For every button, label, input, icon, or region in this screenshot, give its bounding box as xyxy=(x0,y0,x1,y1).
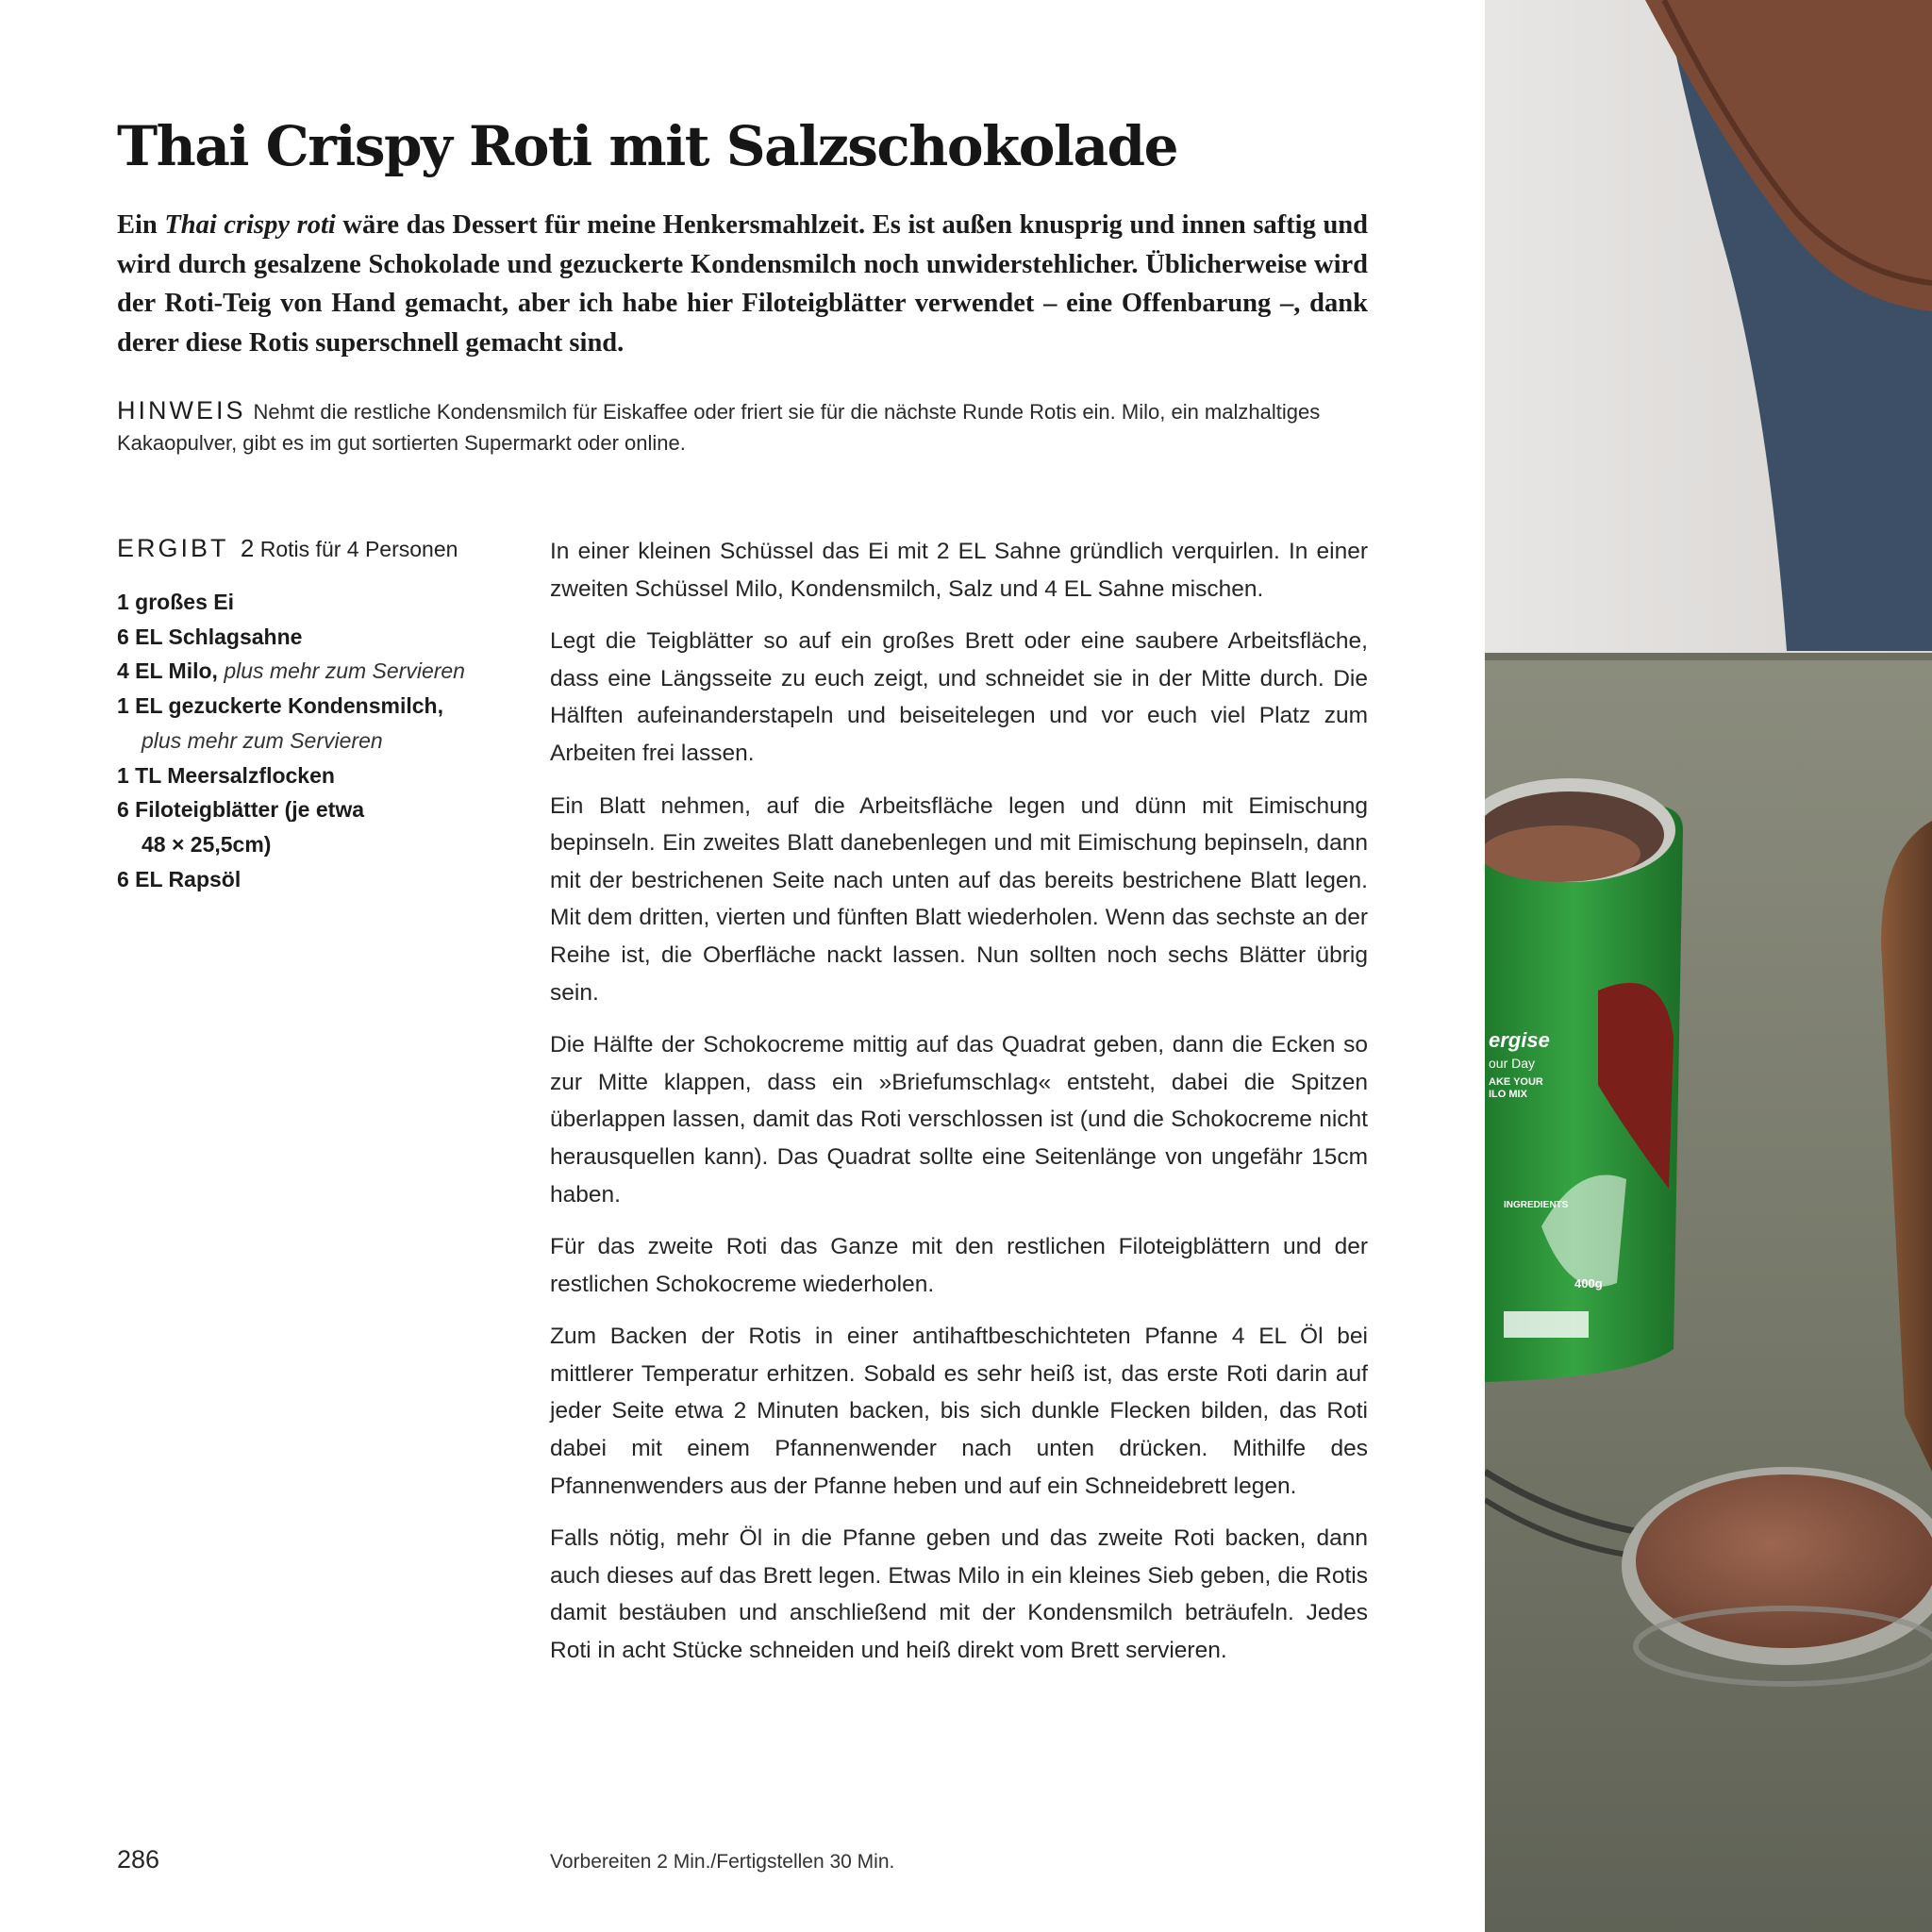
ingredient-item xyxy=(117,689,513,758)
intro-text-start: Ein xyxy=(117,210,165,240)
hint-text: Nehmt die restliche Kondensmilch für Eiskaffee oder friert sie für die nächste Runde Rotis ein. Milo, ein malzhaltiges Kakaopulver, gibt es im gut sortierten Supermarkt oder online. xyxy=(117,400,1321,455)
can-label-text: INGREDIENTS xyxy=(1504,1200,1569,1210)
yield-line xyxy=(117,534,513,563)
method-step: Legt die Teigblätter so auf ein großes Brett oder eine saubere Arbeitsfläche, dass eine Längsseite zu euch zeigt, und schneidet sie in der Mitte durch. Die Hälften aufeinanderstapeln und beiseitelegen und vor euch viel Platz zum Arbeiten frei lassen. xyxy=(550,628,1368,766)
yield-label: ERGIBT xyxy=(117,534,229,562)
milo-photo xyxy=(1485,0,1932,1932)
can-label-text: AKE YOUR xyxy=(1489,1076,1543,1088)
can-label-text: ergise xyxy=(1489,1028,1550,1052)
page-number: 286 xyxy=(117,1845,160,1874)
recipe-intro xyxy=(117,206,1368,362)
can-weight-text: 400g xyxy=(1574,1276,1603,1291)
ingredient-list xyxy=(117,585,513,896)
ingredient-item xyxy=(117,585,513,620)
ingredient-name: 1 EL gezuckerte Kondensmilch, xyxy=(117,693,443,719)
method-step: Für das zweite Roti das Ganze mit den restlichen Filoteigblättern und der restlichen Schokocreme wiederholen. xyxy=(550,1234,1368,1297)
method-step: Zum Backen der Rotis in einer antihaftbeschichteten Pfanne 4 EL Öl bei mittlerer Temperatur erhitzen. Sobald es sehr heiß ist, das erste Roti darin auf jeder Seite etwa 2 Minuten backen, bis sich dunkle Flecken bilden, das Roti dabei mit einem Pfannenwender nach unten drücken. Mithilfe des Pfannenwenders aus der Pfanne heben und auf ein Schneidebrett legen. xyxy=(550,1324,1368,1499)
method-step: Die Hälfte der Schokocreme mittig auf das Quadrat geben, dann die Ecken so zur Mitte klappen, dass ein »Briefumschlag« entsteht, dabei die Spitzen überlappen lassen, damit das Roti verschlossen ist (und die Schokocreme nicht herausquellen kann). Das Quadrat sollte eine Seitenlänge von ungefähr 15cm haben. xyxy=(550,1032,1368,1208)
ingredient-item xyxy=(117,862,513,897)
intro-dish-name: Thai crispy roti xyxy=(164,210,336,240)
milo-can xyxy=(1485,778,1683,1382)
ingredient-name: 6 Filoteigblätter (je etwa xyxy=(117,797,364,823)
ingredient-name: 4 EL Milo, xyxy=(117,658,218,684)
can-label-text: ILO MIX xyxy=(1489,1089,1527,1100)
hint-label: HINWEIS xyxy=(117,396,246,425)
method-step: Falls nötig, mehr Öl in die Pfanne geben und das zweite Roti backen, dann auch dieses auf das Brett legen. Etwas Milo in ein kleines Sieb geben, die Rotis damit bestäuben und anschließend mit der Kondensmilch beträufeln. Jedes Roti in acht Stücke schneiden und heiß direkt vom Brett servieren. xyxy=(550,1525,1368,1664)
ingredient-name: 1 TL Meersalzflocken xyxy=(117,762,335,788)
hint-note xyxy=(117,395,1368,458)
ingredient-name: 1 großes Ei xyxy=(117,590,234,614)
ingredient-note: plus mehr zum Servieren xyxy=(142,727,383,753)
intro-text-rest: wäre das Dessert für meine Henkersmahlzeit. Es ist außen knusprig und innen saftig und wird durch gesalzene Schokolade und gezuckerte Kondensmilch noch unwiderstehlicher. Üblicherweise wird der Roti-Teig von Hand gemacht, aber ich habe hier Filoteigblätter verwendet – eine Offenbarung –, dank derer diese Rotis superschnell gemacht sind. xyxy=(117,210,1368,358)
method-steps xyxy=(550,533,1368,1685)
method-step: Ein Blatt nehmen, auf die Arbeitsfläche legen und dünn mit Eimischung bepinseln. Ein zweites Blatt danebenlegen und mit Eimischung bepinseln, dann mit der bestrichenen Seite nach unten auf das bereits bestrichene Blatt legen. Mit dem dritten, vierten und fünften Blatt wiederholen. Wenn das sechste an der Reihe ist, die Oberfläche nackt lassen. Nun sollten noch sechs Blätter übrig sein. xyxy=(550,792,1368,1006)
ingredient-item xyxy=(117,654,513,689)
can-label-text: our Day xyxy=(1489,1056,1536,1071)
method-step: In einer kleinen Schüssel das Ei mit 2 EL Sahne gründlich verquirlen. In einer zweiten Schüssel Milo, Kondensmilch, Salz und 4 EL Sahne mischen. xyxy=(550,539,1368,602)
ingredient-item xyxy=(117,758,513,793)
yield-text: Rotis für 4 Personen xyxy=(259,537,458,561)
ingredient-name: 6 EL Schlagsahne xyxy=(117,624,303,649)
ingredient-note: plus mehr zum Servieren xyxy=(224,658,465,684)
ingredient-name-continued: 48 × 25,5cm) xyxy=(142,831,272,857)
yield-amount: 2 xyxy=(240,534,255,562)
recipe-title: Thai Crispy Roti mit Salzschokolade xyxy=(117,114,1177,178)
ingredient-item xyxy=(117,620,513,655)
ingredient-item xyxy=(117,792,513,861)
ingredient-name: 6 EL Rapsöl xyxy=(117,866,242,891)
time-info: Vorbereiten 2 Min./Fertigstellen 30 Min. xyxy=(550,1851,895,1873)
